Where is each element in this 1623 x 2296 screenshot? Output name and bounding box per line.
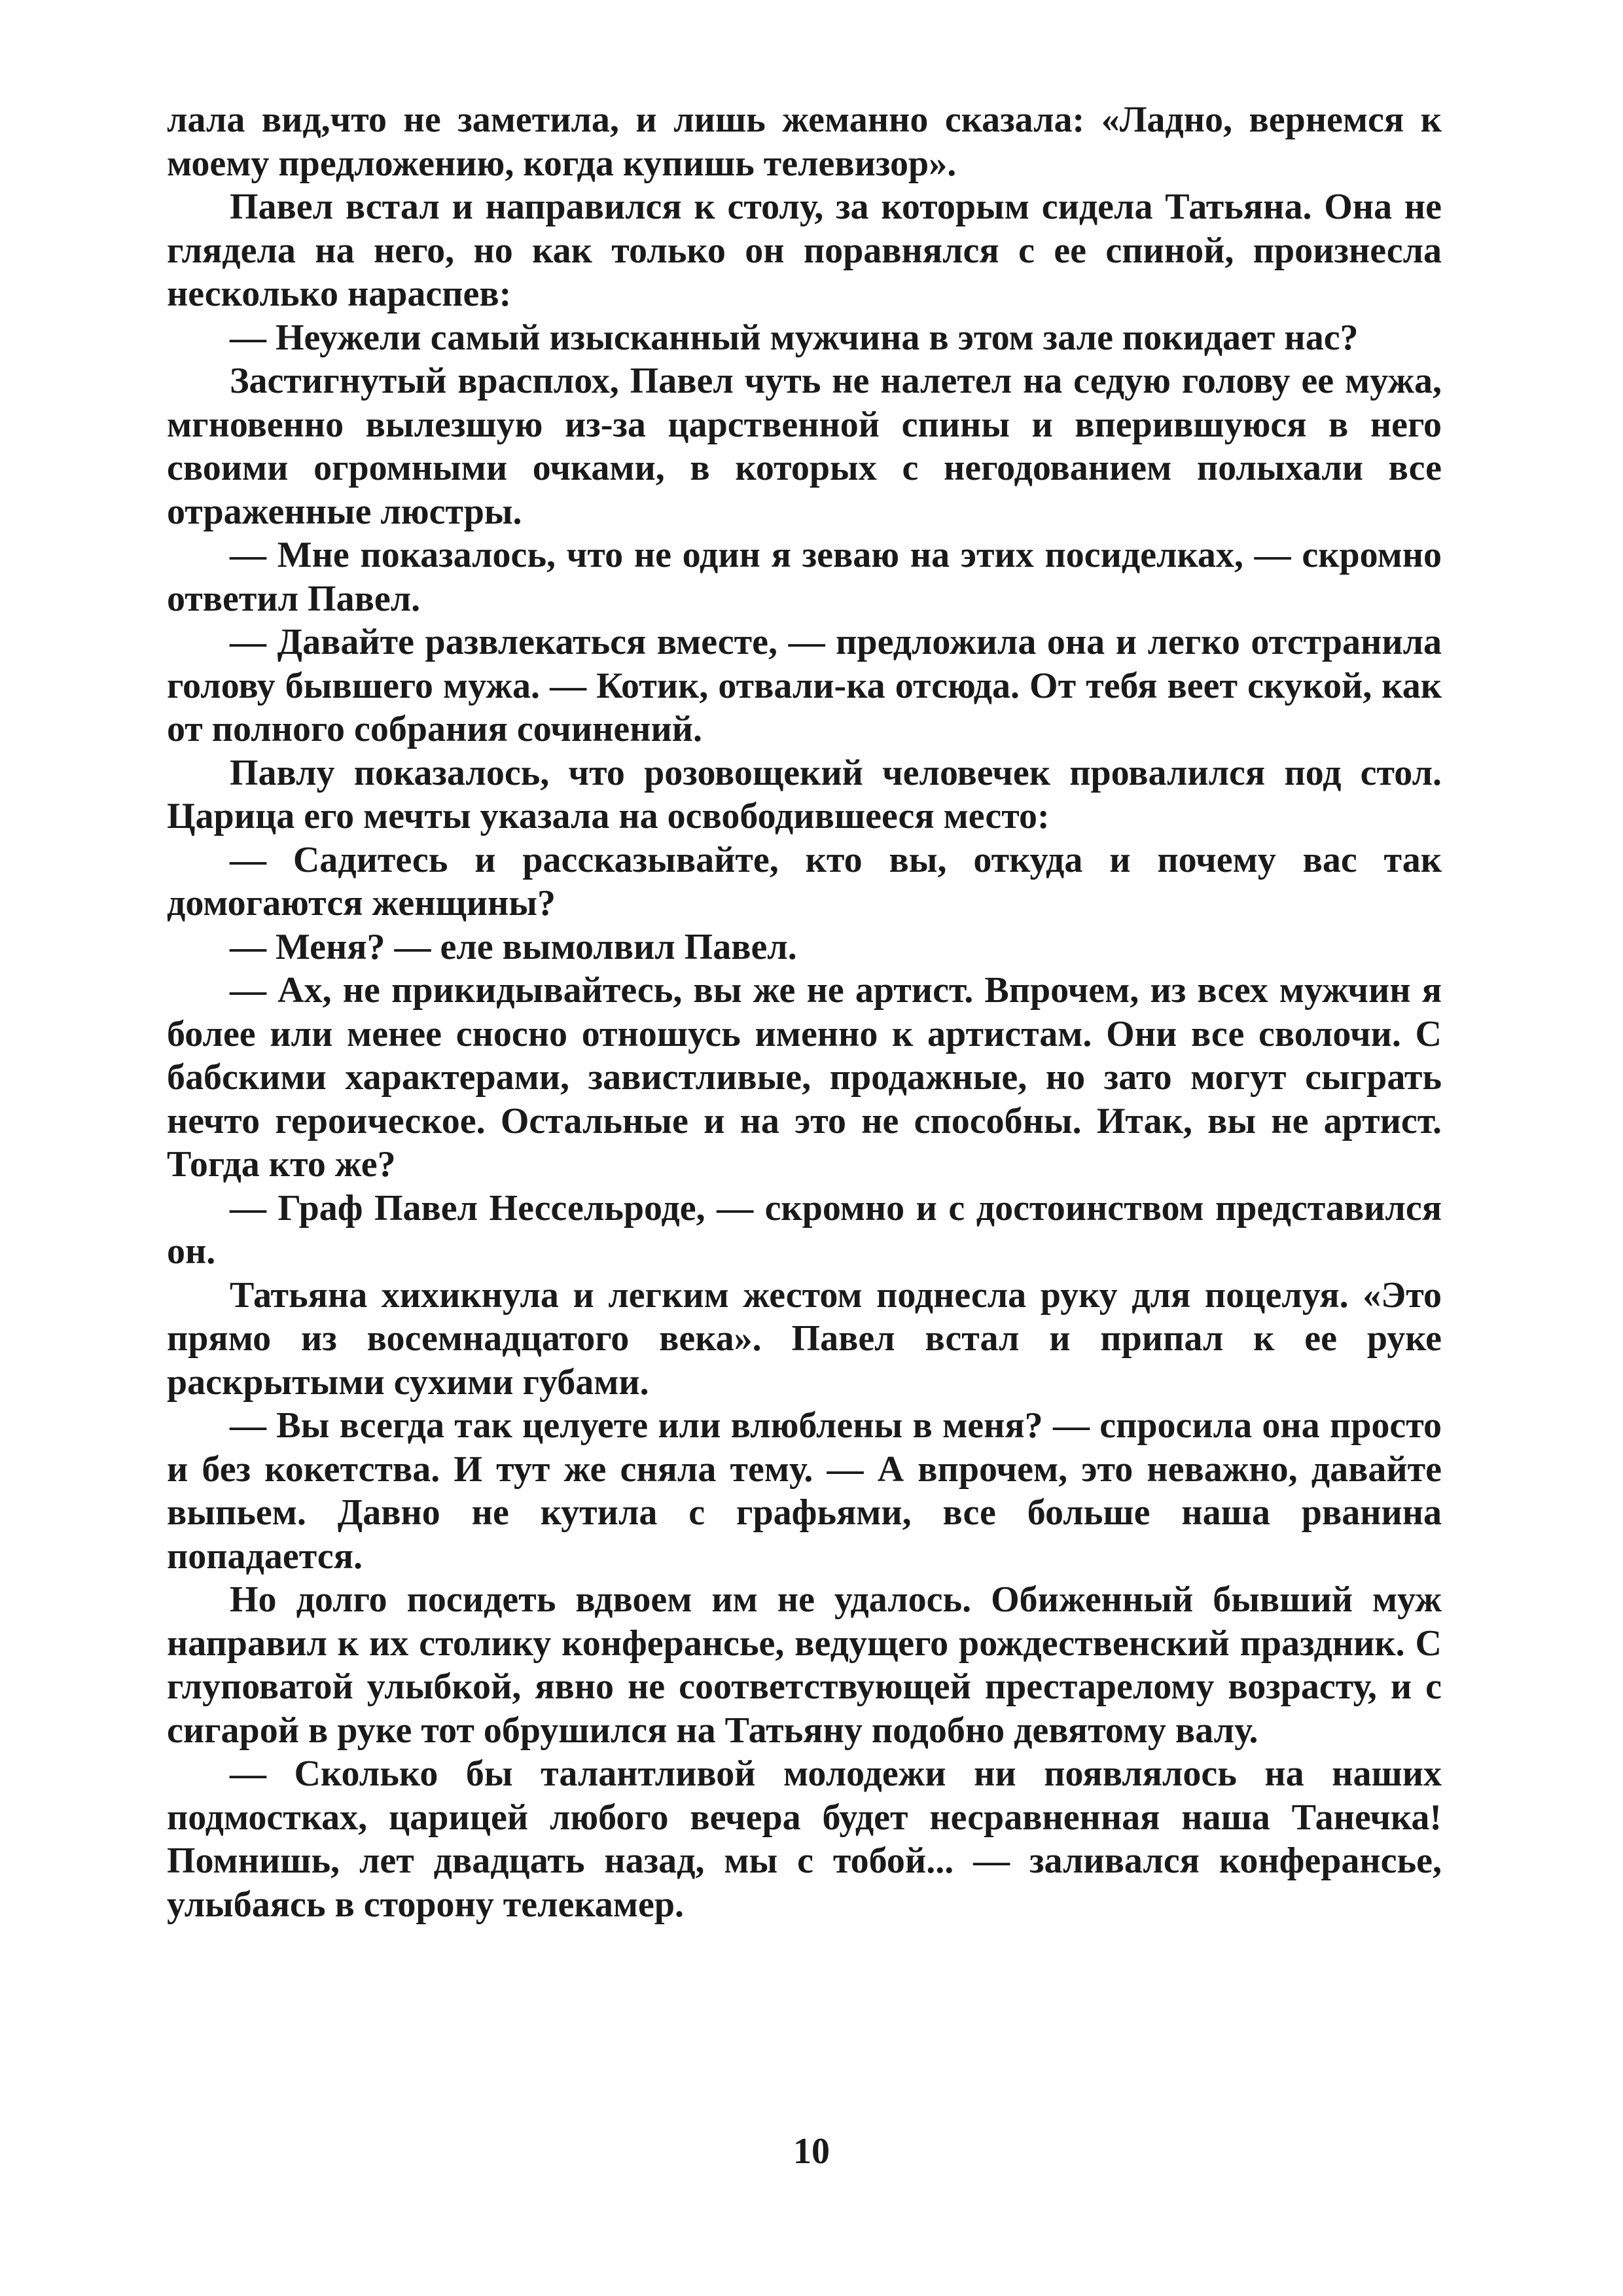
paragraph: Застигнутый врасплох, Павел чуть не налетел на седую голову ее мужа, мгновенно вылезшую из-за царственной спины и вперившуюся в него своими огромными очками, в которых с негодованием полыхали все отраженные люстры. xyxy=(167,361,1442,532)
paragraph: — Меня? — еле вымолвил Павел. xyxy=(230,926,797,967)
paragraph: — Давайте развлекаться вместе, — предложила она и легко отстранила голову бывшего мужа. — Котик, отвали-ка отсюда. От тебя веет скукой, как от полного собрания сочинений. xyxy=(167,622,1442,749)
paragraph: — Садитесь и рассказывайте, кто вы, откуда и почему вас так домогаются женщины? xyxy=(167,839,1442,924)
page-number: 10 xyxy=(793,2131,830,2172)
paragraph: Татьяна хихикнула и легким жестом поднесла руку для поцелуя. «Это прямо из восемнадцатого века». Павел встал и припал к ее руке раскрытыми сухими губами. xyxy=(167,1274,1442,1403)
paragraph: — Вы всегда так целуете или влюблены в меня? — спросила она просто и без кокетства. И тут же сняла тему. — А впрочем, это неважно, давайте выпьем. Давно не кутила с графьями, все больше наша рванина попадается. xyxy=(167,1405,1442,1577)
body-text xyxy=(167,98,1442,1926)
paragraph: лала вид,что не заметила, и лишь жеманно сказала: «Ладно, вернемся к моему предложению, когда купишь телевизор». xyxy=(167,99,1442,184)
paragraph: Павлу показалось, что розовощекий человечек провалился под стол. Царица его мечты указала на освободившееся место: xyxy=(167,752,1442,836)
paragraph: — Мне показалось, что не один я зеваю на этих посиделках, — скромно ответил Павел. xyxy=(167,535,1442,619)
paragraph: — Сколько бы талантливой молодежи ни появлялось на наших подмостках, царицей любого вечера будет несравненная наша Танечка! Помнишь, лет двадцать назад, мы с тобой... — заливался конферансье, улыбаясь в сторону телекамер. xyxy=(167,1753,1442,1925)
paragraph: — Ах, не прикидывайтесь, вы же не артист. Впрочем, из всех мужчин я более или менее сносно отношусь именно к артистам. Они все сволочи. С бабскими характерами, завистливые, продажные, но зато могут сыграть нечто героическое. Остальные и на это не способны. Итак, вы не артист. Тогда кто же? xyxy=(167,970,1442,1185)
paragraph: — Неужели самый изысканный мужчина в этом зале покидает нас? xyxy=(230,317,1359,358)
paragraph: Павел встал и направился к столу, за которым сидела Татьяна. Она не глядела на него, но как только он поравнялся с ее спиной, произнесла несколько нараспев: xyxy=(167,187,1442,314)
paragraph: — Граф Павел Нессельроде, — скромно и с достоинством представился он. xyxy=(167,1187,1442,1272)
paragraph: Но долго посидеть вдвоем им не удалось. Обиженный бывший муж направил к их столику конферансье, ведущего рождественский праздник. С глуповатой улыбкой, явно не соответствующей престарелому возрасту, и с сигарой в руке тот обрушился на Татьяну подобно девятому валу. xyxy=(167,1579,1442,1751)
